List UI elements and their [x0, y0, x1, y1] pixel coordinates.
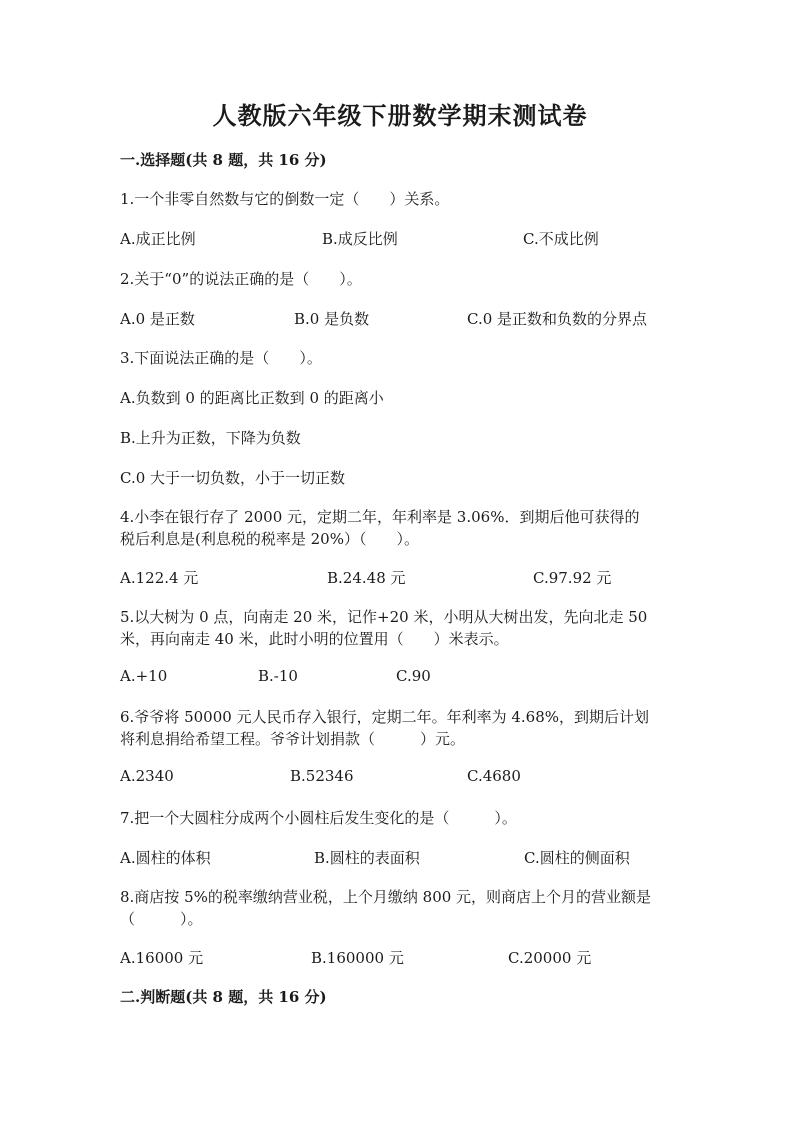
question-2-text: 2.关于“0”的说法正确的是（ ）。 [120, 270, 362, 288]
section-heading-multiple-choice: 一.选择题(共 8 题，共 16 分) [120, 151, 327, 169]
question-3-text: 3.下面说法正确的是（ ）。 [120, 349, 322, 367]
question-2-option-b: B.0 是负数 [294, 310, 370, 328]
question-6-option-c: C.4680 [467, 767, 521, 785]
question-8-option-a: A.16000 元 [120, 949, 204, 967]
question-7-text: 7.把一个大圆柱分成两个小圆柱后发生变化的是（ ）。 [120, 809, 517, 827]
question-5-text-line-1: 5.以大树为 0 点，向南走 20 米，记作+20 米，小明从大树出发，先向北走 50 [120, 608, 648, 626]
question-8-option-c: C.20000 元 [508, 949, 592, 967]
question-8-text-line-2: （ ）。 [120, 910, 203, 928]
question-1-text: 1.一个非零自然数与它的倒数一定（ ）关系。 [120, 190, 450, 208]
section-heading-true-false: 二.判断题(共 8 题，共 16 分) [120, 988, 327, 1006]
question-7-option-c: C.圆柱的侧面积 [524, 849, 630, 867]
question-2-option-c: C.0 是正数和负数的分界点 [467, 310, 648, 328]
question-4-text-line-1: 4.小李在银行存了 2000 元，定期二年，年利率是 3.06%．到期后他可获得的 [120, 508, 640, 526]
question-3-option-b: B.上升为正数，下降为负数 [120, 429, 301, 447]
question-7-option-b: B.圆柱的表面积 [314, 849, 420, 867]
question-4-option-a: A.122.4 元 [120, 569, 199, 587]
question-6-text-line-2: 将利息捐给希望工程。爷爷计划捐款（ ）元。 [120, 730, 466, 748]
question-4-option-c: C.97.92 元 [533, 569, 612, 587]
question-4-option-b: B.24.48 元 [327, 569, 406, 587]
question-1-option-b: B.成反比例 [322, 230, 398, 248]
question-5-option-c: C.90 [396, 667, 431, 685]
question-7-option-a: A.圆柱的体积 [120, 849, 211, 867]
question-5-text-line-2: 米，再向南走 40 米，此时小明的位置用（ ）米表示。 [120, 630, 509, 648]
question-6-text-line-1: 6.爷爷将 50000 元人民币存入银行，定期二年。年利率为 4.68%，到期后计划 [120, 708, 649, 726]
question-3-option-a: A.负数到 0 的距离比正数到 0 的距离小 [120, 389, 384, 407]
question-5-option-a: A.+10 [120, 667, 168, 685]
question-5-option-b: B.-10 [258, 667, 298, 685]
question-6-option-b: B.52346 [290, 767, 354, 785]
question-6-option-a: A.2340 [120, 767, 174, 785]
question-4-text-line-2: 税后利息是(利息税的税率是 20%）（ ）。 [120, 530, 419, 548]
exam-title: 人教版六年级下册数学期末测试卷 [212, 101, 588, 130]
question-2-option-a: A.0 是正数 [120, 310, 195, 328]
question-1-option-c: C.不成比例 [523, 230, 599, 248]
question-8-text-line-1: 8.商店按 5%的税率缴纳营业税，上个月缴纳 800 元，则商店上个月的营业额是 [120, 888, 652, 906]
question-3-option-c: C.0 大于一切负数，小于一切正数 [120, 469, 346, 487]
question-1-option-a: A.成正比例 [120, 230, 196, 248]
question-8-option-b: B.160000 元 [311, 949, 404, 967]
